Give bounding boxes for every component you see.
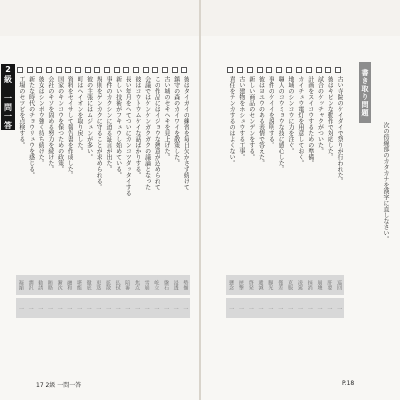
left-page-number: 17 2級 一問一答 <box>36 382 82 389</box>
left_page-column-1 <box>181 67 190 352</box>
checkbox[interactable] <box>296 67 302 73</box>
question-text: 地域のシンコウに力を注ぐ。 <box>287 76 295 154</box>
checkbox[interactable] <box>56 67 62 73</box>
answer-label: 一 <box>55 298 65 318</box>
question-text: 古い建物をホシュウする工事。 <box>237 76 245 160</box>
answer-label: 一 <box>334 298 344 318</box>
answer-label: 一 <box>16 298 26 318</box>
question-text: 彼の主張にはムジュンが多い。 <box>85 76 93 160</box>
checkbox[interactable] <box>94 67 100 73</box>
checkbox[interactable] <box>123 67 129 73</box>
question-text: 新たな時代のチョウリュウを感じる。 <box>27 76 35 178</box>
answer-label: 一 <box>113 298 123 318</box>
question-text: 彼はキビンな動作で対応した。 <box>326 76 334 160</box>
answer-label: 一 <box>26 298 36 318</box>
answer-label: 一 <box>35 298 45 318</box>
question-text: 試合のケッチャクがついた。 <box>316 76 324 154</box>
answer-label: 崩壊 <box>315 275 325 295</box>
right_page-column-8 <box>266 67 275 352</box>
checkbox[interactable] <box>46 67 52 73</box>
answer-label: 一 <box>64 298 74 318</box>
question-text: 会社のキソを固める努力を続けた。 <box>46 76 54 172</box>
answer-label: 一 <box>256 298 266 318</box>
checkbox[interactable] <box>65 67 71 73</box>
question-text: 責任をテンカするのはよくない。 <box>228 76 236 166</box>
answer-label: 一 <box>84 298 94 318</box>
answer-label: 陪審 <box>122 275 132 295</box>
right-page-header: 書き取り問題 <box>359 62 371 123</box>
answer-label: 一 <box>315 298 325 318</box>
answer-label: 一 <box>103 298 113 318</box>
answer-label: 勢揃 <box>180 275 190 295</box>
checkbox[interactable] <box>325 67 331 73</box>
question-text: 彼女はシンボウ強く待ち続けた。 <box>37 76 45 166</box>
question-text: 新しい商品のセンデンをする。 <box>247 76 255 160</box>
answer-label: 屹立 <box>151 275 161 295</box>
answer-label: 一 <box>226 298 236 318</box>
right-page-columns <box>227 67 344 352</box>
answer-label: 拡散 <box>103 275 113 295</box>
left_page-column-12 <box>75 67 81 352</box>
left_page-column-18 <box>17 67 23 352</box>
answer-label: 堪能 <box>74 275 84 295</box>
left_page-column-13 <box>65 67 74 352</box>
checkbox[interactable] <box>276 67 282 73</box>
answer-label: 一 <box>305 298 315 318</box>
section-tab: 2級 一問一答 <box>1 64 15 130</box>
right_page-column-11 <box>237 67 243 352</box>
checkbox[interactable] <box>316 67 322 73</box>
left_page-column-11 <box>85 67 91 352</box>
left-page-columns <box>17 67 190 352</box>
question-text: 彼はタイガイの練習を毎日欠かさず続けて <box>182 76 190 190</box>
checkbox[interactable] <box>237 67 243 73</box>
question-text: 彼はコウトウムケイな話ばかりする。 <box>133 76 141 178</box>
answer-label: 一 <box>151 298 161 318</box>
question-text: 会議ではケンケンガクガクの議論となった <box>143 76 151 190</box>
answer-label: 一 <box>122 298 132 318</box>
right_page-column-7 <box>276 67 285 352</box>
answer-label: 凌駕 <box>295 275 305 295</box>
checkbox[interactable] <box>286 67 292 73</box>
left_page-column-5 <box>143 67 149 352</box>
question-text: 古い寺院のケイダイで祭りが行われた。 <box>336 76 344 184</box>
instruction-text: 次の傍線部のカタカナを漢字に直しなさい。 <box>382 122 389 242</box>
checkbox[interactable] <box>17 67 23 73</box>
question-text: 新しい技術がフキュウし始めている。 <box>114 76 122 178</box>
answer-label: 僅差 <box>275 275 285 295</box>
answer-label: 一 <box>246 298 256 318</box>
answer-label: 一 <box>236 298 246 318</box>
right-page-number: P.18 <box>342 380 355 387</box>
answer-label: 一 <box>161 298 171 318</box>
left_page-column-2 <box>172 67 178 352</box>
left_page-column-7 <box>123 67 132 352</box>
checkbox[interactable] <box>266 67 272 73</box>
answer-label: 潤沢 <box>26 275 36 295</box>
right_page-column-9 <box>257 67 263 352</box>
answer-label: 賄賂 <box>45 275 55 295</box>
question-text: 職人のコウミョウな技に感心した。 <box>277 76 285 172</box>
answer-label: 一 <box>275 298 285 318</box>
checkbox[interactable] <box>162 67 168 73</box>
left_page-column-16 <box>36 67 45 352</box>
checkbox[interactable] <box>104 67 110 73</box>
question-text: 長い年月をへてついにカンコツダッタイする <box>124 76 132 196</box>
checkbox[interactable] <box>152 67 158 73</box>
page-gutter <box>199 0 201 400</box>
question-text: 計画をスイコウするための準備。 <box>306 76 314 166</box>
right_page-column-12 <box>227 67 236 352</box>
answer-label: 巡回 <box>334 275 344 295</box>
checkbox[interactable] <box>36 67 42 73</box>
right_page-column-2 <box>325 67 334 352</box>
answer-label: 徹底 <box>84 275 94 295</box>
answer-label: 浸透 <box>171 275 181 295</box>
question-text: 国家のキンコウを保つための政策。 <box>56 76 64 172</box>
answer-label: 懸念 <box>226 275 236 295</box>
answer-label: 肝要 <box>324 275 334 295</box>
question-text: 町はヘイオンを取り戻した。 <box>75 76 83 154</box>
question-text: 彼はヨユウのある表情で答えた。 <box>257 76 265 166</box>
question-text: 事件のケイイを説明する。 <box>267 76 275 148</box>
checkbox[interactable] <box>247 67 253 73</box>
answer-label: 挟撃 <box>236 275 246 295</box>
right_page-column-3 <box>316 67 322 352</box>
checkbox[interactable] <box>257 67 263 73</box>
answer-label: 一 <box>142 298 152 318</box>
checkbox[interactable] <box>133 67 139 73</box>
left_page-column-10 <box>94 67 103 352</box>
question-text: 事件のカクシンに迫る証言が出た。 <box>104 76 112 172</box>
checkbox[interactable] <box>227 67 233 73</box>
answer-label: 凝縮 <box>16 275 26 295</box>
checkbox[interactable] <box>306 67 312 73</box>
answer-label: 啓発 <box>246 275 256 295</box>
question-text: カイチュウ電灯を用意しておく。 <box>296 76 304 166</box>
answer-label: 一 <box>324 298 334 318</box>
answer-label: 一 <box>171 298 181 318</box>
right_page-column-10 <box>247 67 253 352</box>
answer-label: 一 <box>45 298 55 318</box>
answer-label: 盤石 <box>161 275 171 295</box>
answer-label: 克服 <box>285 275 295 295</box>
checkbox[interactable] <box>143 67 149 73</box>
checkbox[interactable] <box>27 67 33 73</box>
left_page-column-6 <box>133 67 139 352</box>
answer-label: 焦点 <box>132 275 142 295</box>
question-text: 古い城のセキヘキを見上げた。 <box>162 76 170 160</box>
left_page-column-9 <box>104 67 110 352</box>
question-text: この作品にはイジョウな熱意が込められて <box>153 76 161 190</box>
left_page-column-4 <box>152 67 161 352</box>
checkbox[interactable] <box>75 67 81 73</box>
checkbox[interactable] <box>181 67 187 73</box>
answer-label: 脚光 <box>265 275 275 295</box>
answer-label: 勧誘 <box>35 275 45 295</box>
question-text: 資料をセイサして報告書を作成した。 <box>66 76 74 178</box>
right_page-column-4 <box>306 67 312 352</box>
question-text: 規則をゲンカクに守ることが求められる。 <box>95 76 103 190</box>
answer-label: 一 <box>180 298 190 318</box>
left_page-column-3 <box>162 67 168 352</box>
answer-label: 融和 <box>64 275 74 295</box>
right_page-column-1 <box>335 67 344 352</box>
answer-label: 抹消 <box>305 275 315 295</box>
answer-label: 払拭 <box>113 275 123 295</box>
answer-label: 逓減 <box>256 275 266 295</box>
answer-label: 一 <box>295 298 305 318</box>
checkbox[interactable] <box>335 67 341 73</box>
left_page-column-17 <box>27 67 33 352</box>
question-text: 工場のセツビを点検する。 <box>17 76 25 148</box>
checkbox[interactable] <box>172 67 178 73</box>
answer-label: 一 <box>265 298 275 318</box>
answer-label: 一 <box>285 298 295 318</box>
checkbox[interactable] <box>85 67 91 73</box>
checkbox[interactable] <box>114 67 120 73</box>
question-text: 鎮守の森のカイワイを散策した。 <box>172 76 180 166</box>
right_page-column-5 <box>296 67 302 352</box>
answer-label: 一 <box>132 298 142 318</box>
answer-label: 一 <box>74 298 84 318</box>
answer-label: 雪崩 <box>142 275 152 295</box>
left_page-column-8 <box>114 67 120 352</box>
answer-label: 漸次 <box>55 275 65 295</box>
left_page-column-15 <box>46 67 52 352</box>
answer-label: 更迭 <box>93 275 103 295</box>
answer-label: 一 <box>93 298 103 318</box>
left_page-column-14 <box>56 67 62 352</box>
right_page-column-6 <box>286 67 295 352</box>
